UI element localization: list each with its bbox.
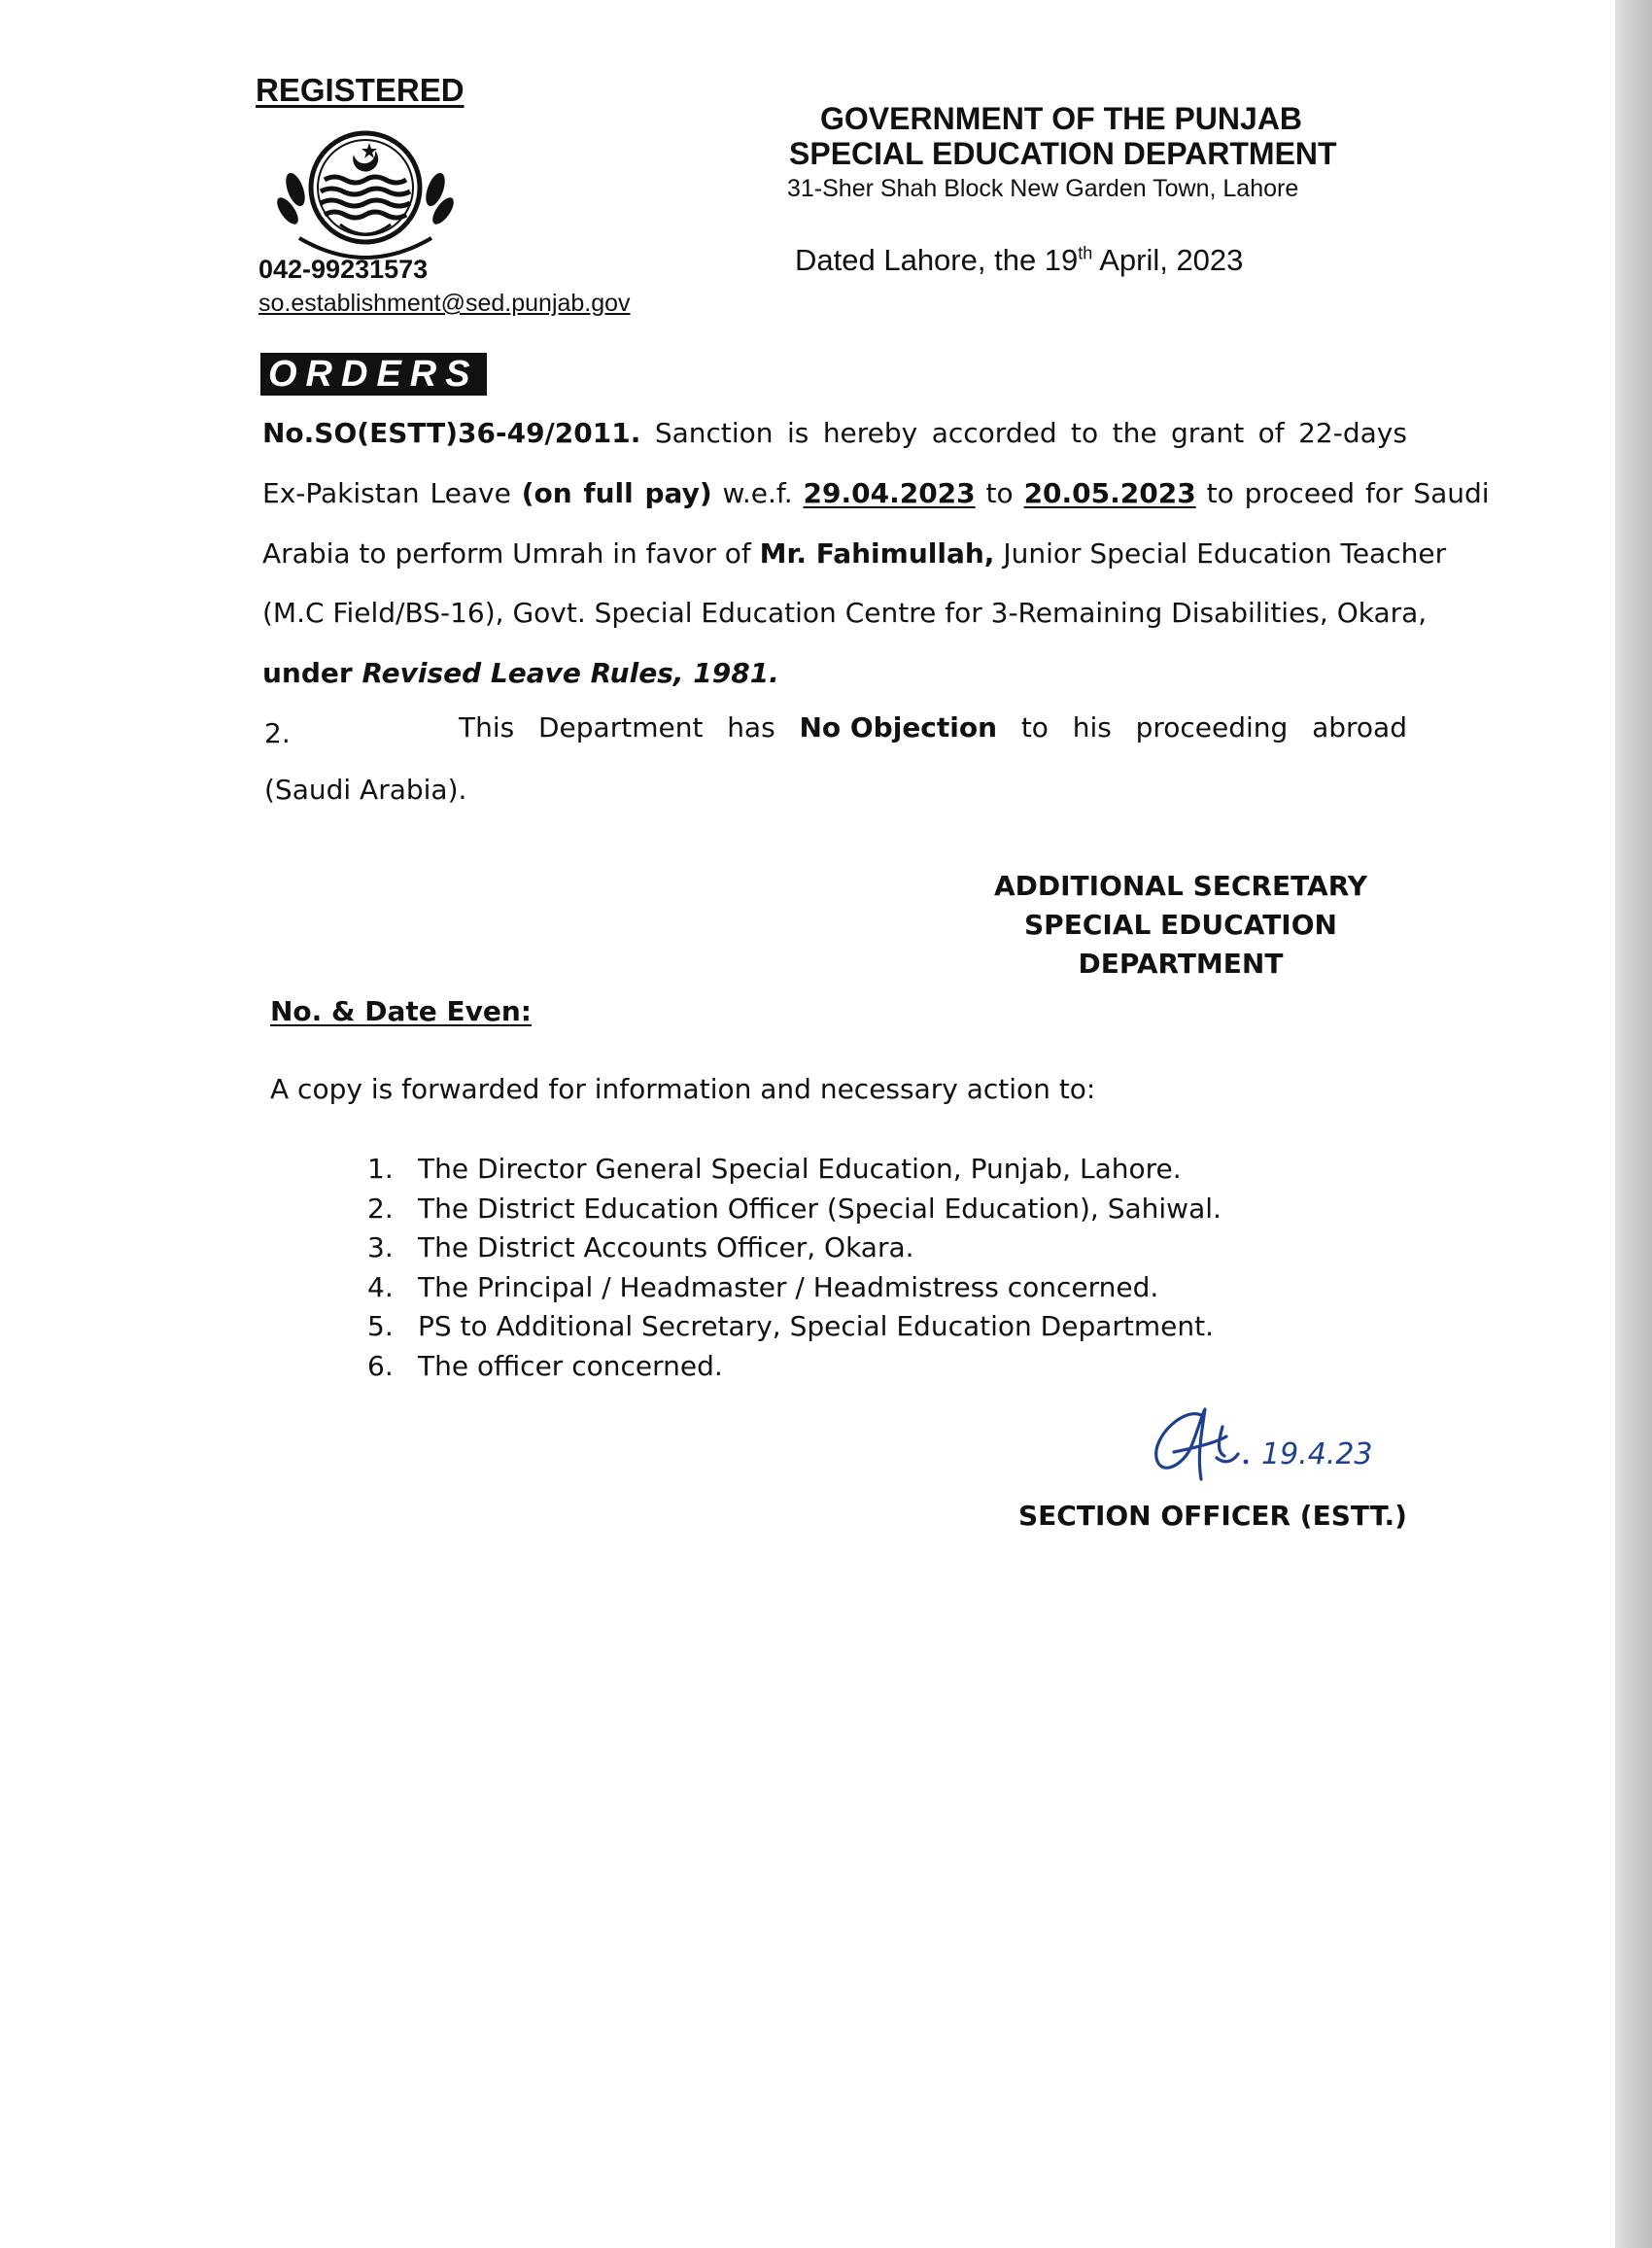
list-item: 6. The officer concerned.	[367, 1349, 723, 1382]
signatory-line-3: DEPARTMENT	[1078, 948, 1284, 980]
registered-label: REGISTERED	[256, 72, 465, 108]
scan-edge-shadow	[1615, 0, 1652, 2248]
section-officer-title: SECTION OFFICER (ESTT.)	[1018, 1500, 1407, 1532]
list-item: 3. The District Accounts Officer, Okara.	[367, 1231, 914, 1263]
dated-line: Dated Lahore, the 19th April, 2023	[795, 243, 1244, 277]
handwritten-date: 19.4.23	[1261, 1437, 1373, 1471]
list-item: 2. The District Education Officer (Special Education), Sahiwal.	[367, 1192, 1222, 1225]
list-item: 5. PS to Additional Secretary, Special Education Department.	[367, 1310, 1214, 1342]
punjab-govt-emblem-icon	[260, 121, 470, 269]
signatory-line-2: SPECIAL EDUCATION	[1024, 909, 1337, 941]
orders-heading: ORDERS	[260, 353, 487, 396]
para-2-line-1: This Department has No Objection to his proceeding abroad	[459, 711, 1407, 744]
signatory-line-1: ADDITIONAL SECRETARY	[993, 870, 1367, 902]
list-item: 4. The Principal / Headmaster / Headmistress concerned.	[367, 1270, 1159, 1303]
list-item: 1. The Director General Special Education, Punjab, Lahore.	[367, 1153, 1182, 1185]
para-2-line-2: (Saudi Arabia).	[264, 774, 467, 806]
no-date-even-label: No. & Date Even:	[270, 995, 532, 1027]
order-line-1: No.SO(ESTT)36-49/2011. Sanction is hereby accorded to the grant of 22-days	[262, 417, 1407, 449]
signatory-block	[972, 867, 1390, 984]
email-address: so.establishment@sed.punjab.gov	[258, 290, 631, 317]
order-line-4: (M.C Field/BS-16), Govt. Special Education Centre for 3-Remaining Disabilities, Okara,	[262, 597, 1428, 629]
department-address: 31-Sher Shah Block New Garden Town, Lahore	[787, 175, 1299, 202]
para-2-number: 2.	[264, 717, 291, 749]
order-line-3: Arabia to perform Umrah in favor of Mr. Fahimullah, Junior Special Education Teacher	[262, 537, 1447, 570]
handwritten-signature	[1145, 1398, 1388, 1491]
recipient-list	[367, 1150, 1222, 1386]
government-title: GOVERNMENT OF THE PUNJAB	[820, 101, 1303, 136]
copy-forwarded-text: A copy is forwarded for information and necessary action to:	[270, 1073, 1096, 1105]
phone-number: 042-99231573	[258, 255, 429, 284]
department-title: SPECIAL EDUCATION DEPARTMENT	[789, 136, 1337, 171]
order-line-2: Ex-Pakistan Leave (on full pay) w.e.f. 29.04.2023 to 20.05.2023 to proceed for Saudi	[262, 477, 1490, 509]
order-line-5: under Revised Leave Rules, 1981.	[262, 657, 779, 689]
